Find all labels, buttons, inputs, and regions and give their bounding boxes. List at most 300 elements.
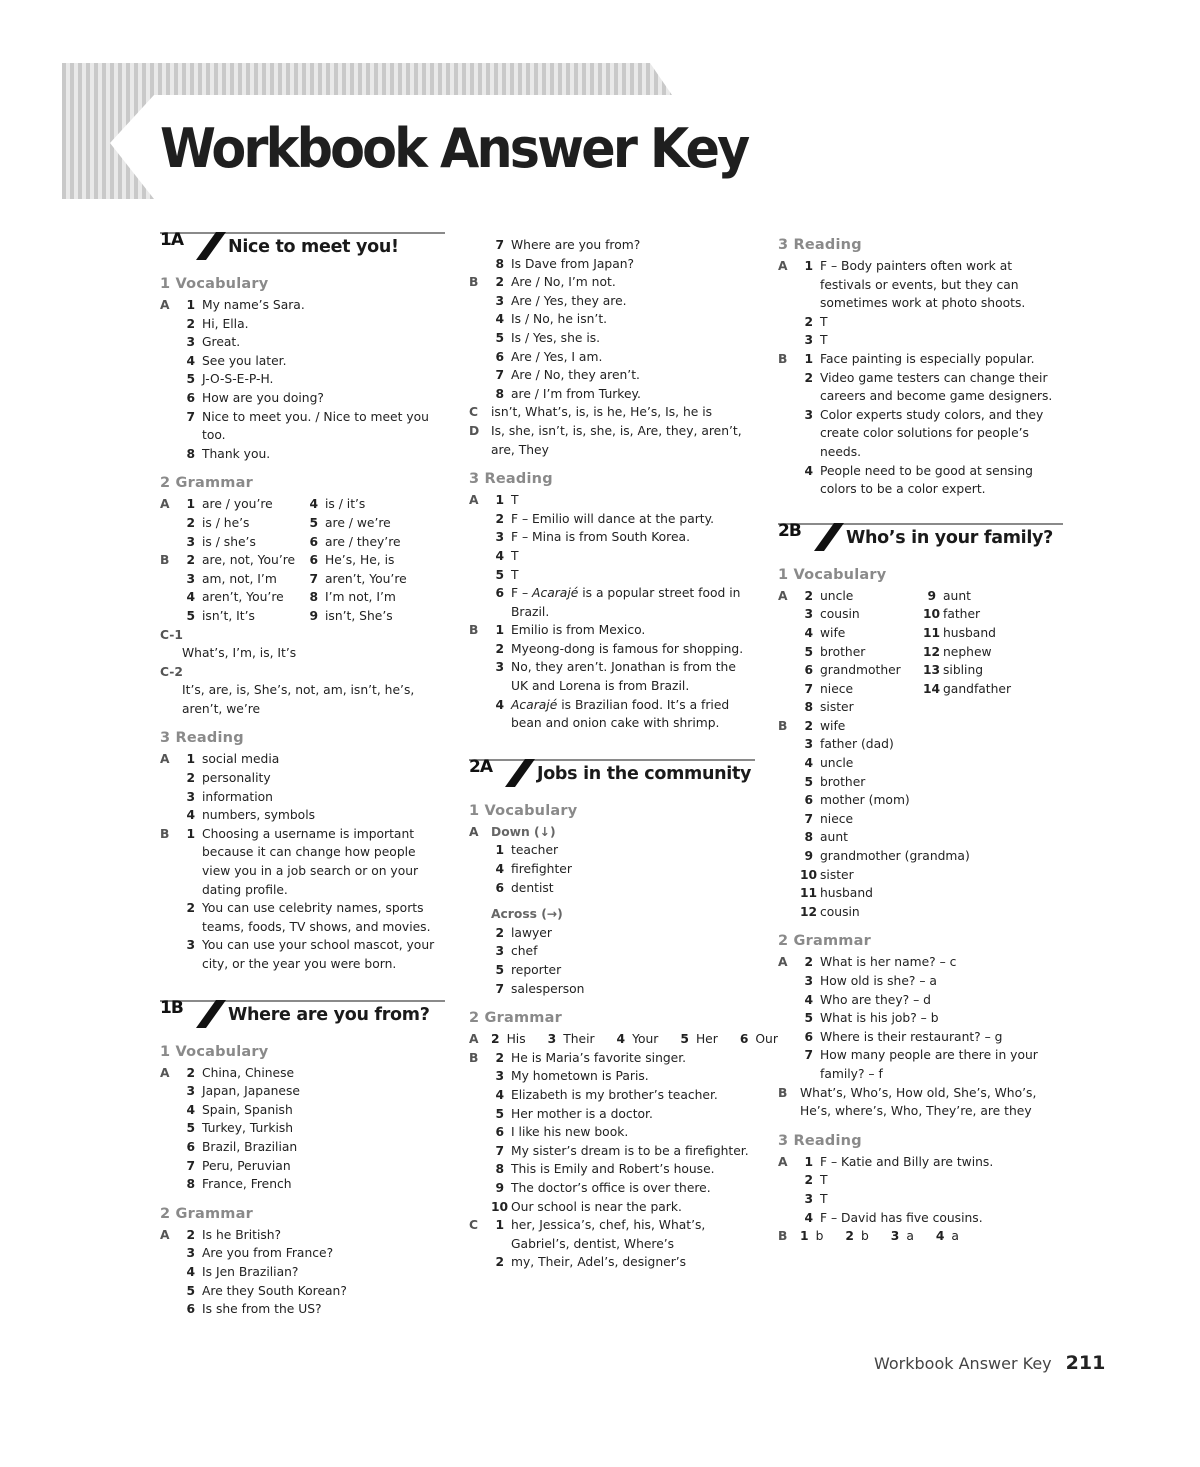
item-number: 4 [495,862,504,877]
exercise-letter: A [160,1065,170,1080]
answer-row [469,385,755,404]
item-number: 3 [186,534,195,549]
answer-row [160,370,445,389]
answer-row [778,884,1063,903]
answer-row [778,350,1063,369]
answer-text: Who are they? – d [820,992,931,1007]
item-number: 12 [923,644,941,659]
section-heading: 3 Reading [778,237,862,253]
answer-row [469,310,755,329]
answer-row [305,514,445,533]
item-number: 3 [186,1246,195,1261]
answer-text: His [506,1032,526,1047]
item-number: 2 [186,1065,195,1080]
item-number: 6 [804,793,813,808]
answer-row [160,408,445,445]
answer-text: chef [511,944,538,959]
exercise-letter: B [160,553,170,568]
section-heading: 2 Grammar [469,1010,562,1027]
answer-row [923,643,1063,662]
item-number: 6 [186,1302,195,1317]
answer-row [778,331,1063,350]
item-number: 2 [804,718,813,733]
answer-text: Acarajé is Brazilian food. It’s a fried bean and onion cake with shrimp. [511,697,730,731]
answer-text: Hi, Ella. [202,316,249,331]
item-number: 5 [186,1121,195,1136]
answer-text: Is / No, he isn’t. [511,312,608,327]
answer-text: Peru, Peruvian [202,1158,291,1173]
item-number: 10 [923,607,941,622]
answer-row [923,680,1063,699]
unit-1a-header [160,228,445,264]
answer-text: What’s, Who’s, How old, She’s, Who’s, He’s, where’s, Who, They’re, are they [800,1085,1037,1119]
answer-row [160,825,445,899]
unit-2a-header [469,755,755,791]
exercise-letter: B [778,718,788,733]
section-heading: 3 Reading [469,471,553,488]
item-number: 5 [495,567,504,582]
item-number: 7 [186,409,195,424]
answer-row [160,899,445,936]
answer-text: gandfather [943,681,1012,696]
item-number: 4 [804,756,813,771]
answer-row [160,788,445,807]
answer-row [778,605,923,624]
answer-row [160,533,305,552]
answer-text: Where are you from? [511,238,641,252]
section-heading: 3 Reading [160,730,244,747]
item-number: 3 [495,530,504,545]
item-number: 1 [495,493,504,508]
answer-text: am, not, I’m [202,571,277,586]
item-number: 3 [804,607,813,622]
answer-row [160,315,445,334]
answer-text: T [820,1173,828,1188]
item-number: 8 [495,386,504,401]
answer-row [469,658,755,695]
answer-row [160,333,445,352]
item-number: 4 [495,697,504,712]
item-number: 2 [804,370,813,385]
page-number: 211 [1065,1352,1106,1374]
answer-text: F – Mina is from South Korea. [511,530,690,545]
answer-row [778,810,1063,829]
answer-text: Is Dave from Japan? [511,256,635,271]
answer-text: He is Maria’s favorite singer. [511,1050,687,1065]
section-heading: 2 Grammar [160,475,253,492]
answer-text: Is she from the US? [202,1302,322,1317]
answer-text: dentist [511,880,554,895]
answer-row [778,847,1063,866]
item-number: 1 [495,843,504,858]
answer-text: Japan, Japanese [202,1084,300,1099]
exercise-letter: A [778,1154,788,1169]
answer-text: I like his new book. [511,1125,629,1140]
answer-row [160,1263,445,1282]
item-number: 3 [495,660,504,675]
item-number: 6 [309,553,318,568]
answer-row [778,624,923,643]
answer-row [160,1175,445,1194]
unit-title: Where are you from? [228,1004,430,1025]
answer-text: reporter [511,963,562,977]
item-number: 8 [186,446,195,461]
answer-text: Is / Yes, she is. [511,330,601,345]
item-number: 5 [804,774,813,789]
exercise-letter: B [469,1050,479,1065]
answer-text: China, Chinese [202,1065,295,1080]
answer-text: Emilio is from Mexico. [511,623,646,638]
slash-icon [505,759,535,787]
answer-row [469,1179,755,1198]
footer-label: Workbook Answer Key [874,1354,1052,1373]
answer-row [778,313,1063,332]
item-number: 7 [495,1143,504,1158]
item-number: 4 [616,1032,626,1047]
answer-row [778,972,1063,991]
answer-text: niece [820,681,854,696]
down-label: Down (↓) [491,824,556,839]
unit-2b-header [778,519,1063,555]
answer-text: Thank you. [202,446,271,461]
answer-row [778,698,923,717]
item-number: 6 [495,586,504,601]
item-number: 2 [495,1255,504,1270]
exercise-letter: A [469,493,479,508]
item-number: 5 [495,963,504,977]
answer-text: aunt [820,830,848,845]
item-number: 3 [495,944,504,959]
item-number: 1 [186,826,195,841]
item-number: 3 [495,293,504,308]
answer-row [469,584,755,621]
answer-text: cousin [820,904,860,919]
answer-text: What is his job? – b [820,1011,939,1026]
item-number: 3 [186,789,195,804]
item-number: 6 [495,880,504,895]
item-number: 6 [804,663,813,678]
answer-text: sibling [943,663,984,678]
answer-text: T [511,548,519,563]
answer-text: social media [202,752,280,767]
item-number: 2 [186,771,195,786]
answer-row [469,1216,755,1253]
answer-row [469,879,755,898]
answer-text: aunt [943,588,971,603]
item-number: 2 [495,275,504,290]
answer-row [305,570,445,589]
item-number: 7 [186,1158,195,1173]
answer-row [923,624,1063,643]
answer-text: husband [943,625,996,640]
answer-text: teacher [511,843,559,858]
item-number: 3 [890,1229,900,1244]
answer-row [469,924,755,943]
answer-text: Are / Yes, they are. [511,293,627,308]
answer-row [160,551,305,570]
answer-text: Face painting is especially popular. [820,351,1035,366]
answer-row [160,352,445,371]
exercise-letter: D [469,423,480,438]
answer-row [778,661,923,680]
item-number: 1 [804,259,813,273]
page-title: Workbook Answer Key [160,117,748,180]
answer-row [469,942,755,961]
item-number: 6 [186,1139,195,1154]
answer-row [778,1046,1063,1083]
item-number: 7 [309,571,318,586]
answer-text: T [511,567,519,582]
answer-text: Is he British? [202,1227,282,1242]
item-number: 5 [680,1032,689,1047]
answer-row [778,1209,1063,1228]
answer-row [923,587,1063,606]
item-number: 2 [186,515,195,530]
exercise-letter: B [469,623,479,638]
answer-text: uncle [820,756,854,771]
item-number: 5 [804,1011,813,1026]
item-number: 2 [495,511,504,526]
exercise-letter: C [469,1218,479,1233]
answer-row [469,1142,755,1161]
answer-row [469,236,755,255]
item-number: 4 [804,992,813,1007]
answer-row [469,255,755,274]
answer-text: b [860,1229,869,1244]
item-number: 9 [804,849,813,864]
item-number: 4 [804,463,813,478]
item-number: 8 [186,1177,195,1192]
item-number: 10 [491,1199,509,1214]
answer-row [778,1084,1063,1121]
answer-row [778,773,1063,792]
answer-text: are / you’re [202,497,273,512]
answer-row [469,422,755,459]
answer-row [160,936,445,973]
answer-text: Are / Yes, I am. [511,349,603,364]
item-number: 9 [309,608,318,623]
answer-text: sister [820,700,854,715]
answer-row: C-1 [160,627,183,642]
answer-text: Video game testers can change their careers and become game designers. [820,370,1053,404]
item-number: 2 [495,1050,504,1065]
answer-row [160,514,305,533]
exercise-letter: A [778,588,788,603]
answer-text: personality [202,771,271,786]
item-number: 1 [800,1229,809,1244]
item-number: 9 [927,588,936,603]
exercise-letter: B [469,275,479,290]
answer-row [160,570,305,589]
answer-row [778,1171,1063,1190]
unit-title: Who’s in your family? [846,527,1054,548]
answer-text: He’s, He, is [325,553,395,568]
answer-row [160,495,305,514]
answer-text: Our school is near the park. [511,1199,682,1214]
answer-row [160,1138,445,1157]
answer-row [469,640,755,659]
item-number: 8 [495,1162,504,1177]
item-number: 6 [495,349,504,364]
answer-row [160,1157,445,1176]
answer-text: grandmother (grandma) [820,849,970,864]
item-number: 4 [309,497,318,512]
answer-row [160,296,445,315]
answer-row [778,680,923,699]
answer-text: Is Jen Brazilian? [202,1264,299,1279]
item-number: 4 [935,1229,945,1244]
item-number: 7 [804,811,813,826]
answer-row [160,389,445,408]
answer-text: firefighter [511,862,572,877]
item-number: 9 [495,1180,504,1195]
item-number: 2 [495,641,504,656]
exercise-letter: A [778,259,788,273]
answer-text: grandmother [820,663,901,678]
answer-text: lawyer [511,925,552,940]
item-number: 8 [804,700,813,715]
item-number: 3 [804,333,813,348]
section-heading: 2 Grammar [778,933,871,950]
item-number: 2 [186,901,195,916]
unit-1b-header [160,996,445,1032]
unit-code: 2B [778,520,801,541]
unit-title: Nice to meet you! [228,237,399,257]
item-number: 2 [186,553,195,568]
answer-text: Where is their restaurant? – g [820,1029,1003,1044]
answer-row [469,1105,755,1124]
answer-text: F – Katie and Billy are twins. [820,1154,994,1169]
item-number: 6 [739,1032,749,1047]
item-number: 10 [800,867,818,882]
item-number: 4 [186,808,195,823]
item-number: 4 [186,353,195,368]
answer-text: Nice to meet you. / Nice to meet you too. [202,409,429,443]
item-number: 4 [495,548,504,563]
page-footer [874,1352,1105,1374]
unit-code: 1B [160,997,183,1018]
item-number: 2 [491,1032,500,1047]
answer-text: salesperson [511,981,585,996]
item-number: 13 [923,663,941,678]
section-heading: 1 Vocabulary [778,566,887,583]
item-number: 2 [804,1173,813,1188]
exercise-letter: C [469,405,479,420]
item-number: 7 [804,681,813,696]
item-number: 4 [804,625,813,640]
answer-row [305,533,445,552]
answer-row [778,735,1063,754]
answer-row: What’s, I’m, is, It’s [182,646,297,661]
answer-text: father [943,607,981,622]
slash-icon [196,232,226,260]
answer-text: b [815,1229,824,1244]
item-number: 5 [186,372,195,387]
answer-row [160,588,305,607]
answer-row [778,643,923,662]
item-number: 5 [186,608,195,623]
answer-text: brother [820,644,866,659]
answer-text: I’m not, I’m [325,590,396,605]
item-number: 1 [495,1218,504,1233]
answer-row [469,1123,755,1142]
item-number: 6 [495,1125,504,1140]
answer-text: niece [820,811,854,826]
item-number: 8 [495,256,504,271]
answer-row [778,1153,1063,1172]
answer-row [160,445,445,464]
answer-text: My sister’s dream is to be a firefighter. [511,1143,749,1158]
item-number: 1 [186,298,195,312]
answer-row [469,1049,755,1068]
answer-row [160,1082,445,1101]
answer-text: numbers, symbols [202,808,316,823]
answer-row [160,769,445,788]
answer-text: sister [820,867,854,882]
answer-text: Are they South Korean? [202,1283,347,1298]
exercise-letter: B [778,351,788,366]
column-1 [160,228,445,1319]
answer-text: The doctor’s office is over there. [511,1180,711,1195]
answer-text: Spain, Spanish [202,1102,293,1117]
answer-row [469,491,755,510]
answer-text: are / they’re [325,534,401,549]
answer-row [305,551,445,570]
item-number: 1 [186,752,195,767]
section-heading: 3 Reading [778,1132,862,1149]
answer-row [160,607,305,626]
answer-text: F – David has five cousins. [820,1210,983,1225]
answer-row [160,1244,445,1263]
answer-row [778,991,1063,1010]
answer-row [469,348,755,367]
item-number: 6 [804,1029,813,1044]
answer-text: Her mother is a doctor. [511,1106,653,1121]
section-heading: 2 Grammar [160,1205,253,1222]
answer-row [923,605,1063,624]
answer-text: F – Body painters often work at festivals or events, but they can sometimes work at photo shoots. [820,259,1026,311]
answer-text: F – Emilio will dance at the party. [511,511,715,526]
answer-text: wife [820,625,846,640]
answer-list [160,296,445,463]
answer-text: wife [820,718,846,733]
answer-row [160,750,445,769]
answer-text: Are you from France? [202,1246,334,1261]
unit-code: 1A [160,230,183,250]
answer-row [778,1009,1063,1028]
answer-text: My name’s Sara. [202,298,305,312]
answer-text: T [511,493,519,508]
exercise-letter: A [160,298,170,312]
answer-row [778,791,1063,810]
exercise-letter: B [160,826,170,841]
answer-text: No, they aren’t. Jonathan is from the UK and Lorena is from Brazil. [511,660,736,694]
answer-row: A 2 His 3 Their 4 Your 5 Her 6 Our [469,1030,755,1049]
answer-text: Choosing a username is important because it can change how people view you in a job search or on your dating profile. [202,826,419,897]
column-2: 7 Where are you from? 8 Is Dave from Japan? B 2 Are / No, I’m not. 3 Are / Yes, they are. 4 Is / No, he isn’t. 5 Is / Yes, she is. 6 Are / Yes, I am. 7 Are / No, they aren’t. 8 are / I’m from Turkey. C isn’t, What’s, is, is he, He’s, Is, he is D Is, she, isn’t, is, she, is, Are, they, aren’t, are, They 3 Reading A 1 T 2 F – Emilio will dance at the party. 3 F – Mina is from South Korea. 4 T 5 T 6 F – Acarajé is a popular street food in Brazil. B 1 Emilio is from Mexico. 2 Myeong-dong is famous for shopping. 3 No, they aren’t. Jonathan is from the UK and Lorena is from Brazil. 4 Acarajé is Brazilian food. It’s a fried bean and onion cake with shrimp. 2A Jobs in the community 1 Vocabulary A Down (↓) 1 teacher 4 firefighter 6 dentist Across (→) 2 lawyer 3 chef 5 reporter 7 salesperson 2 Grammar A 2 His 3 Their 4 Your 5 Her 6 Our B 2 He is Maria’s favorite singer. 3 My hometown is Paris. 4 Elizabeth is my brother’s teacher. 5 Her mother is a doctor. 6 I like his new book. 7 My sister’s dream is to be a firefighter. 8 This is Emily and Robert’s house. 9 The doctor’s office is over there. 10 Our school is near the park. C 1 her, Jessica’s, chef, his, What’s, Gabriel’s, dentist, Where’s 2 my, Their, Adel’s, designer’s [469,236,755,1272]
item-number: 2 [845,1229,854,1244]
item-number: 3 [186,1084,195,1099]
answer-text: cousin [820,607,860,622]
item-number: 12 [800,904,818,919]
answer-text: father (dad) [820,737,894,752]
item-number: 5 [309,515,318,530]
answer-text: Myeong-dong is famous for shopping. [511,641,744,656]
answer-text: are / I’m from Turkey. [511,386,641,401]
item-number: 6 [186,390,195,405]
item-number: 1 [804,1154,813,1169]
item-number: 5 [186,1283,195,1298]
